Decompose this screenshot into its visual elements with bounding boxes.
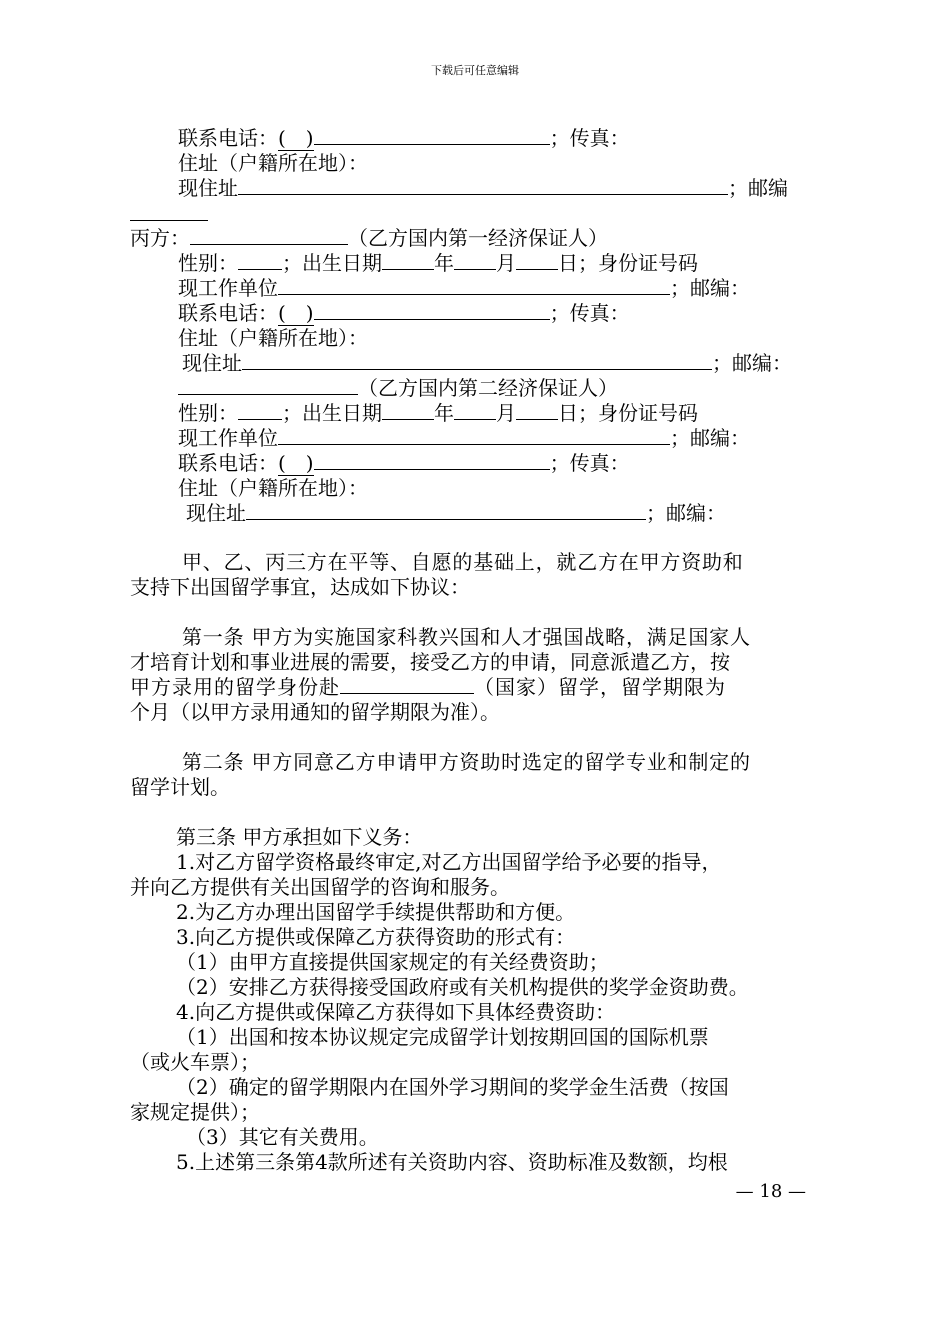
article3-item-3-2: （2）安排乙方获得接受国政府或有关机构提供的奖学金资助费。 (176, 975, 749, 999)
party-c1-gender-line (178, 250, 698, 276)
article2-line-2: 留学计划。 (130, 775, 230, 799)
article3-item-5: 5.上述第三条第4款所述有关资助内容、资助标准及数额，均根 (176, 1150, 728, 1174)
current-address-blank (238, 176, 728, 195)
postcode-blank-rule (130, 220, 208, 221)
work-unit-blank (278, 426, 670, 445)
party-b-phone-line (178, 125, 630, 151)
birth-label: ；出生日期 (282, 401, 382, 425)
article1-line-3 (130, 674, 726, 700)
party-c-name-blank (190, 226, 348, 245)
party-c1-current-address-line (182, 350, 792, 376)
month-label: 月 (496, 251, 516, 275)
article3-item-4-2: （2）确定的留学期限内在国外学习期间的奖学金生活费（按国 (176, 1075, 729, 1099)
year-label: 年 (434, 251, 454, 275)
party-c-line (130, 225, 608, 251)
postcode-label: ；邮编 (728, 176, 788, 200)
party-c2-phone-line (178, 450, 630, 476)
article3-item-3-1: （1）由甲方直接提供国家规定的有关经费资助； (176, 950, 609, 974)
postcode-label: ；邮编： (646, 501, 726, 525)
preamble-line-1: 甲、乙、丙三方在平等、自愿的基础上，就乙方在甲方资助和 (182, 550, 744, 574)
month-blank (454, 401, 496, 420)
article3-item-1: 1.对乙方留学资格最终审定,对乙方出国留学给予必要的指导， (176, 850, 722, 874)
postcode-label: ；邮编： (712, 351, 792, 375)
party-c2-current-address-line (186, 500, 726, 526)
article3-item-1-cont: 并向乙方提供有关出国留学的咨询和服务。 (130, 875, 510, 899)
page-number: — 18 — (735, 1181, 806, 1202)
day-blank (516, 251, 558, 270)
party-c-label: 丙方： (130, 226, 190, 250)
destination-label: 甲方录用的留学身份赴 (130, 675, 340, 699)
phone-label: 联系电话： (178, 301, 278, 325)
postcode-label: ；邮编： (670, 426, 750, 450)
day-blank (516, 401, 558, 420)
gender-label: 性别： (178, 401, 238, 425)
year-blank (382, 251, 434, 270)
party-c2-gender-line (178, 400, 698, 426)
year-blank (382, 401, 434, 420)
work-unit-label: 现工作单位 (178, 426, 278, 450)
day-id-label: 日；身份证号码 (558, 251, 698, 275)
phone-paren: ( ) (278, 301, 314, 325)
article3-item-4-3: （3）其它有关费用。 (186, 1125, 379, 1149)
article3-item-4-1-cont: （或火车票）； (130, 1050, 260, 1074)
party-c2-work-line (178, 425, 750, 451)
article1-line-2: 才培育计划和事业进展的需要，接受乙方的申请，同意派遣乙方，按 (130, 650, 730, 674)
article3-title: 第三条 甲方承担如下义务： (176, 825, 423, 849)
gender-blank (238, 401, 282, 420)
party-c2-name-blank (178, 376, 358, 395)
party-c1-hukou-address: 住址（户籍所在地）： (178, 326, 368, 350)
article3-item-4-1: （1）出国和按本协议规定完成留学计划按期回国的国际机票 (176, 1025, 709, 1049)
phone-paren: ( ) (278, 126, 314, 150)
fax-label: ；传真： (549, 451, 630, 475)
party-c-role2: （乙方国内第二经济保证人） (358, 376, 618, 400)
party-c-role1: （乙方国内第一经济保证人） (348, 226, 608, 250)
current-address-label: 现住址 (178, 176, 238, 200)
fax-label: ；传真： (549, 301, 630, 325)
birth-label: ；出生日期 (282, 251, 382, 275)
fax-label: ；传真： (549, 126, 630, 150)
article3-item-4-2-cont: 家规定提供）； (130, 1100, 260, 1124)
study-period-label: （国家）留学，留学期限为 (474, 675, 726, 699)
party-c2-hukou-address: 住址（户籍所在地）： (178, 476, 368, 500)
day-id-label: 日；身份证号码 (558, 401, 698, 425)
current-address-blank (246, 501, 646, 520)
phone-paren: ( ) (278, 451, 314, 475)
country-blank (340, 675, 474, 694)
work-unit-label: 现工作单位 (178, 276, 278, 300)
article3-item-2: 2.为乙方办理出国留学手续提供帮助和方便。 (176, 900, 576, 924)
phone-blank (314, 126, 550, 145)
current-address-label: 现住址 (182, 351, 242, 375)
preamble-line-2: 支持下出国留学事宜，达成如下协议： (130, 575, 470, 599)
current-address-label: 现住址 (186, 501, 246, 525)
party-b-hukou-address: 住址（户籍所在地）： (178, 151, 368, 175)
article3-item-3: 3.向乙方提供或保障乙方获得资助的形式有： (176, 925, 576, 949)
article2-line-1: 第二条 甲方同意乙方申请甲方资助时选定的留学专业和制定的 (182, 750, 751, 774)
work-unit-blank (278, 276, 670, 295)
postcode-label: ；邮编： (670, 276, 750, 300)
party-c1-work-line (178, 275, 750, 301)
article3-item-4: 4.向乙方提供或保障乙方获得如下具体经费资助： (176, 1000, 616, 1024)
gender-label: 性别： (178, 251, 238, 275)
current-address-blank (242, 351, 712, 370)
month-blank (454, 251, 496, 270)
phone-label: 联系电话： (178, 451, 278, 475)
party-c1-phone-line (178, 300, 630, 326)
page-header: 下载后可任意编辑 (431, 64, 519, 77)
article1-line-1: 第一条 甲方为实施国家科教兴国和人才强国战略，满足国家人 (182, 625, 751, 649)
gender-blank (238, 251, 282, 270)
party-c2-line (178, 375, 618, 401)
year-label: 年 (434, 401, 454, 425)
month-label: 月 (496, 401, 516, 425)
phone-blank (314, 301, 550, 320)
phone-blank (314, 451, 550, 470)
party-b-current-address-line (178, 175, 788, 201)
article1-line-4: 个月（以甲方录用通知的留学期限为准）。 (130, 700, 500, 724)
phone-label: 联系电话： (178, 126, 278, 150)
